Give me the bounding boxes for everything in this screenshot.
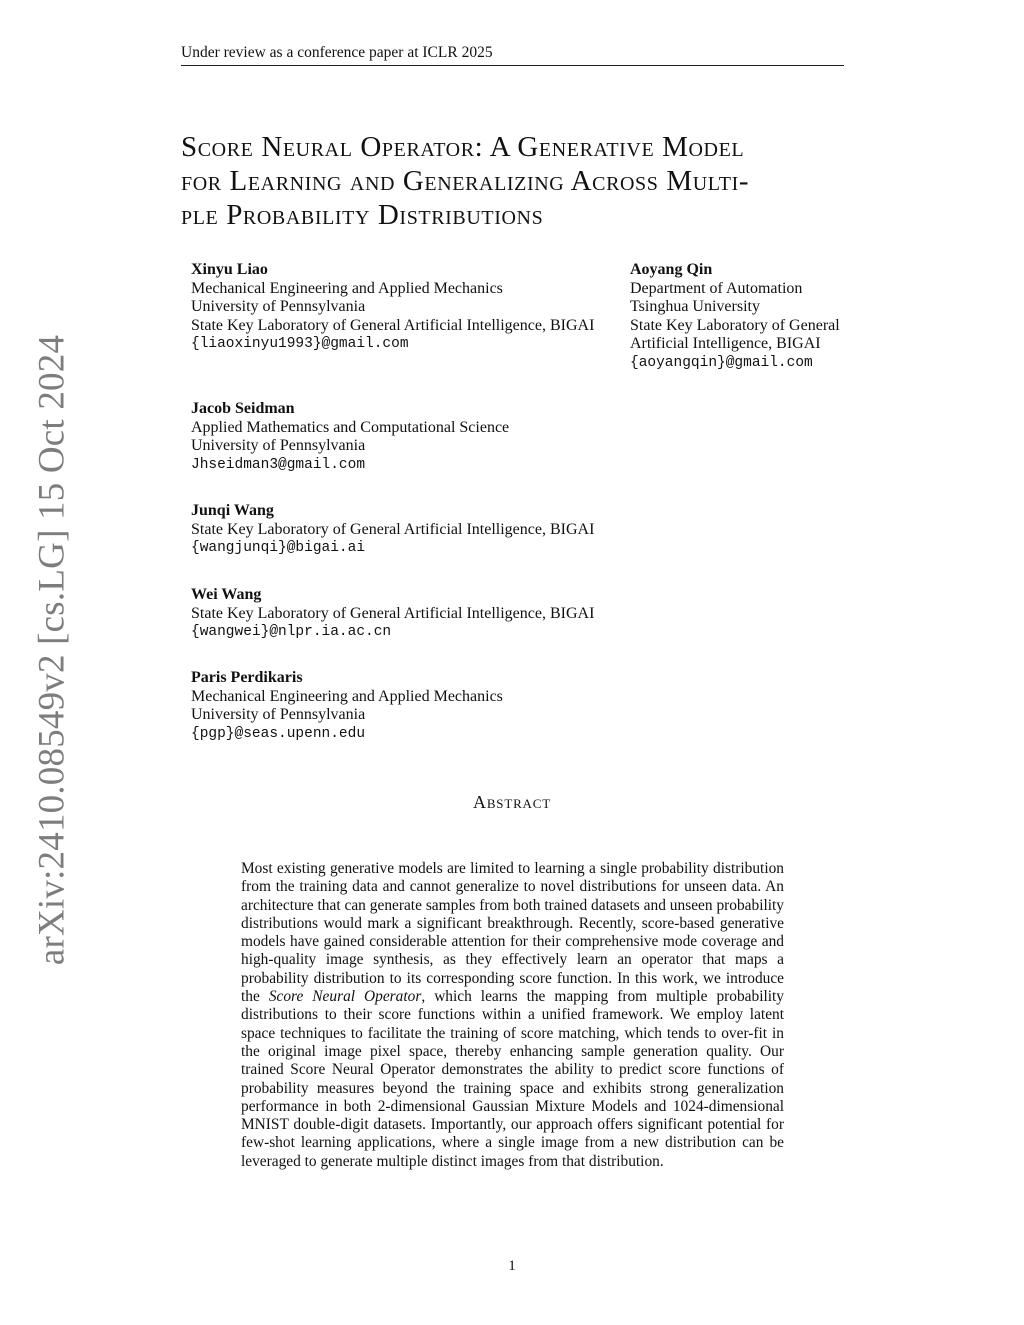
author-affiliation: Applied Mathematics and Computational Science	[191, 418, 510, 436]
author-affiliation: Department of Automation	[630, 279, 803, 297]
author-email[interactable]: {aoyangqin}@gmail.com	[630, 354, 813, 371]
author-email[interactable]: {liaoxinyu1993}@gmail.com	[191, 336, 409, 352]
author-name: Wei Wang	[191, 586, 262, 603]
arxiv-stamp: arXiv:2410.08549v2 [cs.LG] 15 Oct 2024	[31, 334, 73, 966]
author-block-seidman	[191, 400, 509, 474]
author-email[interactable]: {pgp}@seas.upenn.edu	[191, 725, 366, 742]
author-block-wei-wang	[191, 586, 594, 642]
running-head: Under review as a conference paper at ICLR 2025	[181, 44, 493, 61]
author-name: Junqi Wang	[191, 502, 274, 519]
author-affiliation: Mechanical Engineering and Applied Mechanics	[191, 279, 503, 297]
author-email[interactable]: {wangwei}@nlpr.ia.ac.cn	[191, 624, 392, 640]
page-number: 1	[508, 1258, 516, 1274]
abstract-body	[241, 860, 784, 1171]
title-line-1: Score Neural Operator: A Generative Model	[181, 131, 745, 163]
header-rule	[181, 65, 844, 66]
author-affiliation: University of Pennsylvania	[191, 706, 366, 723]
author-affiliation: State Key Laboratory of General Artificial Intelligence, BIGAI	[191, 520, 595, 538]
author-block-perdikaris	[191, 669, 503, 743]
author-affiliation: State Key Laboratory of General Artificial Intelligence, BIGAI	[191, 604, 595, 622]
paper-title	[181, 130, 861, 232]
author-name: Aoyang Qin	[630, 261, 713, 278]
author-affiliation: Mechanical Engineering and Applied Mechanics	[191, 687, 503, 705]
author-email[interactable]: {wangjunqi}@bigai.ai	[191, 540, 366, 556]
author-affiliation: Tsinghua University	[630, 298, 760, 315]
abstract-heading: Abstract	[473, 792, 551, 812]
author-block-junqi-wang	[191, 502, 594, 558]
author-name: Jacob Seidman	[191, 400, 295, 417]
author-email[interactable]: Jhseidman3@gmail.com	[191, 456, 366, 473]
abstract-text-before: Most existing generative models are limited to learning a single probability distribution from the training data and cannot generalize to novel distributions for unseen data. An architecture that can generate samples from both trained datasets and unseen probability distributions would mark a significant breakthrough. Recently, score-based generative models have gained considerable attention for their comprehensive mode coverage and high-quality image synthesis, as they effectively learn an operator that maps a probability distribution to its corresponding score function. In this work, we introduce the	[241, 860, 784, 1006]
author-block-liao	[191, 261, 594, 354]
author-affiliation: Artificial Intelligence, BIGAI	[630, 335, 821, 352]
author-affiliation: State Key Laboratory of General	[630, 316, 840, 334]
title-line-3: ple Probability Distributions	[181, 199, 544, 231]
author-affiliation: University of Pennsylvania	[191, 437, 366, 454]
title-line-2: for Learning and Generalizing Across Multi-	[181, 165, 750, 197]
author-affiliation: University of Pennsylvania	[191, 298, 366, 315]
author-name: Xinyu Liao	[191, 261, 268, 278]
author-affiliation: State Key Laboratory of General Artificial Intelligence, BIGAI	[191, 316, 595, 334]
abstract-text-after: , which learns the mapping from multiple probability distributions to their score functions within a unified framework. We employ latent space techniques to facilitate the training of score matching, which tends to over-fit in the original image pixel space, thereby enhancing sample generation quality. Our trained Score Neural Operator demonstrates the ability to predict score functions of probability measures beyond the training space and exhibits strong generalization performance in both 2-dimensional Gaussian Mixture Models and 1024-dimensional MNIST double-digit datasets. Importantly, our approach offers significant potential for few-shot learning applications, where a single image from a new distribution can be leveraged to generate multiple distinct images from that distribution.	[241, 988, 784, 1170]
author-block-qin	[630, 261, 840, 372]
author-name: Paris Perdikaris	[191, 669, 303, 686]
abstract-emphasis: Score Neural Operator	[268, 988, 422, 1006]
